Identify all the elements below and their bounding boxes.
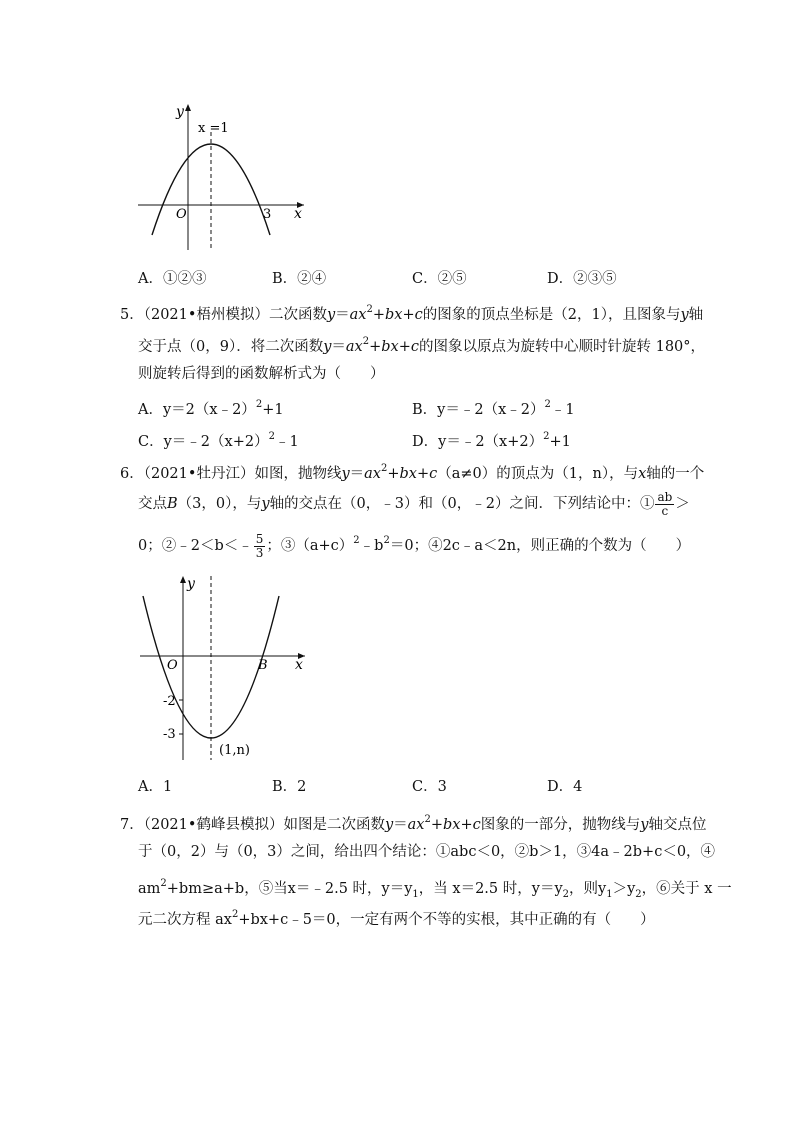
q5-line-3: 则旋转后得到的函数解析式为（ ） [138, 366, 385, 382]
y-axis-label: y [187, 576, 195, 592]
q4-option-c[interactable]: C．②⑤ [412, 271, 467, 287]
q7-line-1: 7．（2021•鹤峰县模拟）如图是二次函数$y=ax^2+bx+c$图象的一部分，抛物线与y轴交点位 [120, 814, 707, 833]
graph-parabola-2 [135, 572, 315, 764]
x-axis-label: x [294, 206, 302, 222]
fraction-5-over-3: $\frac{5}{3}$ [255, 531, 264, 560]
q7-line-4: 元二次方程 $ax^2+bx+c﹣5=0$，一定有两个不等的实根，其中正确的有（ ） [138, 909, 655, 928]
q7-number: 7． [120, 817, 144, 833]
x-axis-label: x [295, 657, 303, 673]
q4-option-b[interactable]: B．②④ [272, 271, 327, 287]
q5-line-1: 5．（2021•梧州模拟）二次函数$y=ax^2+bx+c$的图象的顶点坐标是（2，1），且图象与y轴 [120, 304, 704, 323]
q7-source: （2021•鹤峰县模拟） [143, 817, 284, 833]
q5-line-2: 交于点（0，9）．将二次函数$y=ax^2+bx+c$的图象以原点为旋转中心顺时针旋转 180°， [138, 336, 706, 355]
q5-source: （2021•梧州模拟） [143, 307, 269, 323]
q6-option-c[interactable]: C．3 [412, 779, 447, 795]
y-axis-arrow [180, 576, 186, 583]
q5-option-b[interactable]: B．y＝﹣2（x﹣2）$^2$﹣1 [412, 399, 575, 418]
q6-line-2: 交点B（3，0），与y轴的交点在（0，﹣3）和（0，﹣2）之间．下列结论中：① $\frac{ab}{c}$ ＞ [138, 489, 690, 518]
q6-line-1: 6．（2021•牡丹江）如图，抛物线$y=ax^2+bx+c(a\ne 0)$的顶点为（1，n），与x轴的一个 [120, 463, 705, 482]
symmetry-label: x =1 [198, 121, 229, 136]
q7-line-3: $am^2+bm\ge a+b$，⑤当x＝﹣2.5 时，$y=y_1$，当 x＝2.5 时，$y=y_2$，则$y_1>y_2$，⑥关于 x 一 [138, 878, 732, 900]
root-label: 3 [263, 207, 272, 222]
q6-source: （2021•牡丹江） [143, 466, 255, 482]
q5-option-c[interactable]: C．$y=﹣2(x+2)^2﹣1$ [138, 431, 299, 450]
q6-option-d[interactable]: D．4 [547, 779, 583, 795]
q5-option-a[interactable]: A．y＝2（x﹣2）$^2$+1 [138, 399, 284, 418]
vertex-label: (1,n) [219, 743, 250, 758]
origin-label: O [176, 207, 187, 222]
fraction-ab-over-c: $\frac{ab}{c}$ [657, 489, 673, 518]
q5-number: 5． [120, 307, 144, 323]
q7-line-2: 于（0，2）与（0，3）之间，给出四个结论：①abc＜0，②b＞1，③4a﹣2b+c＜0，④ [138, 844, 716, 860]
q5-option-d[interactable]: D．$y=﹣2(x+2)^2+1$ [412, 431, 571, 450]
q6-option-b[interactable]: B．2 [272, 779, 307, 795]
tick-label-minus3: -3 [163, 727, 176, 742]
tick-label-minus2: -2 [163, 694, 176, 709]
y-axis-arrow [185, 104, 191, 111]
y-axis-label: y [176, 104, 184, 120]
q4-option-a[interactable]: A．①②③ [138, 271, 207, 287]
graph-parabola-1 [132, 100, 312, 260]
q6-line-3: 0；②﹣2＜b＜﹣ $\frac{5}{3}$ ；$③(a+c)^2﹣b^2=0$；④2c﹣a＜2n，则正确的个数为（ ） [138, 531, 691, 560]
q6-option-a[interactable]: A．1 [138, 779, 173, 795]
b-label: B [258, 658, 268, 673]
q4-option-d[interactable]: D．②③⑤ [547, 271, 617, 287]
q6-number: 6． [120, 466, 144, 482]
origin-label: O [167, 658, 178, 673]
